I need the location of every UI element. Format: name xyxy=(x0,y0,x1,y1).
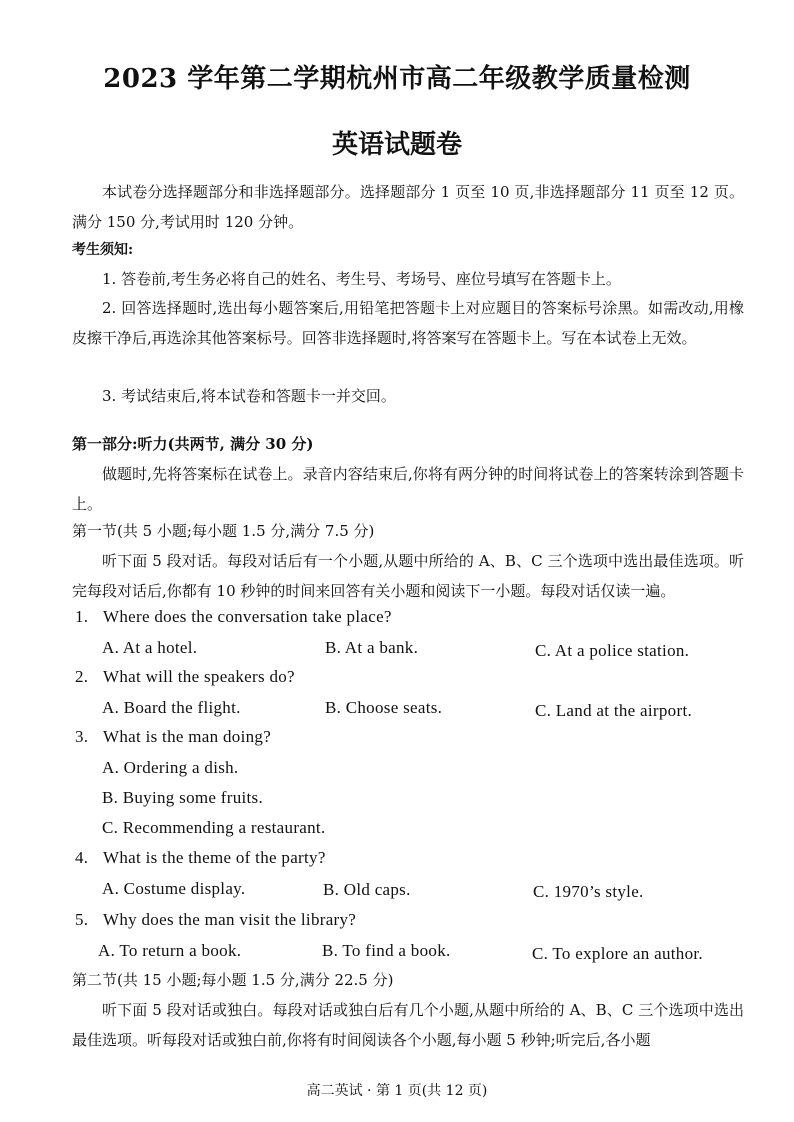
question-number: 2. xyxy=(75,667,89,686)
question-3 xyxy=(75,727,271,747)
section2-instruction: 听下面 5 段对话或独白。每段对话或独白后有几个小题,从题中所给的 A、B、C 三个选项中选出最佳选项。听每段对话或独白前,你将有时间阅读各个小题,每小题 5 秒钟;听完后,各小题 xyxy=(72,1001,744,1049)
page-footer: 高二英试 · 第 1 页(共 12 页) xyxy=(306,1083,488,1099)
option-1a[interactable]: A. At a hotel. xyxy=(102,638,198,657)
option-4b[interactable]: B. Old caps. xyxy=(323,880,411,899)
option-4c[interactable]: C. 1970’s style. xyxy=(533,882,644,901)
option-5c[interactable]: C. To explore an author. xyxy=(532,944,703,963)
question-number: 5. xyxy=(75,910,89,929)
paper-subtitle: 英语试题卷 xyxy=(331,130,462,160)
option-3c[interactable]: C. Recommending a restaurant. xyxy=(102,818,326,837)
question-number: 4. xyxy=(75,848,89,867)
notice-item-1: 1. 答卷前,考生务必将自己的姓名、考生号、考场号、座位号填写在答题卡上。 xyxy=(102,270,621,288)
option-4a[interactable]: A. Costume display. xyxy=(102,879,246,898)
exam-title: 2023 学年第二学期杭州市高二年级教学质量检测 xyxy=(103,64,691,94)
part1-heading: 第一部分:听力(共两节, 满分 30 分) xyxy=(72,435,314,453)
section1-heading: 第一节(共 5 小题;每小题 1.5 分,满分 7.5 分) xyxy=(72,522,375,540)
question-1 xyxy=(75,607,392,627)
question-2 xyxy=(75,667,295,687)
option-2c[interactable]: C. Land at the airport. xyxy=(535,701,693,720)
notice-item-3: 3. 考试结束后,将本试卷和答题卡一并交回。 xyxy=(102,387,396,405)
question-number: 1. xyxy=(75,607,89,626)
option-2a[interactable]: A. Board the flight. xyxy=(102,698,241,717)
section2-heading: 第二节(共 15 小题;每小题 1.5 分,满分 22.5 分) xyxy=(72,971,394,989)
option-1b[interactable]: B. At a bank. xyxy=(325,638,419,657)
section1-instruction: 听下面 5 段对话。每段对话后有一个小题,从题中所给的 A、B、C 三个选项中选出最佳选项。听完每段对话后,你都有 10 秒钟的时间来回答有关小题和阅读下一小题。每段对话仅读一遍。 xyxy=(72,552,744,600)
question-4 xyxy=(75,848,326,868)
question-text: What will the speakers do? xyxy=(103,667,295,686)
option-5a[interactable]: A. To return a book. xyxy=(98,941,242,960)
option-3a[interactable]: A. Ordering a dish. xyxy=(102,758,239,777)
question-text: What is the man doing? xyxy=(103,727,272,746)
question-5 xyxy=(75,910,356,930)
option-1c[interactable]: C. At a police station. xyxy=(535,641,690,660)
question-text: Where does the conversation take place? xyxy=(103,607,392,626)
option-5b[interactable]: B. To find a book. xyxy=(322,941,451,960)
question-text: What is the theme of the party? xyxy=(103,848,326,867)
notice-heading: 考生须知: xyxy=(72,242,134,258)
intro-paragraph: 本试卷分选择题部分和非选择题部分。选择题部分 1 页至 10 页,非选择题部分 11 页至 12 页。满分 150 分,考试用时 120 分钟。 xyxy=(72,183,744,231)
question-text: Why does the man visit the library? xyxy=(103,910,357,929)
notice-item-2: 2. 回答选择题时,选出每小题答案后,用铅笔把答题卡上对应题目的答案标号涂黑。如需改动,用橡皮擦干净后,再选涂其他答案标号。回答非选择题时,将答案写在答题卡上。写在本试卷上无效。 xyxy=(72,299,744,347)
question-number: 3. xyxy=(75,727,89,746)
option-2b[interactable]: B. Choose seats. xyxy=(325,698,443,717)
part1-instruction: 做题时,先将答案标在试卷上。录音内容结束后,你将有两分钟的时间将试卷上的答案转涂到答题卡上。 xyxy=(72,465,744,513)
option-3b[interactable]: B. Buying some fruits. xyxy=(102,788,264,807)
